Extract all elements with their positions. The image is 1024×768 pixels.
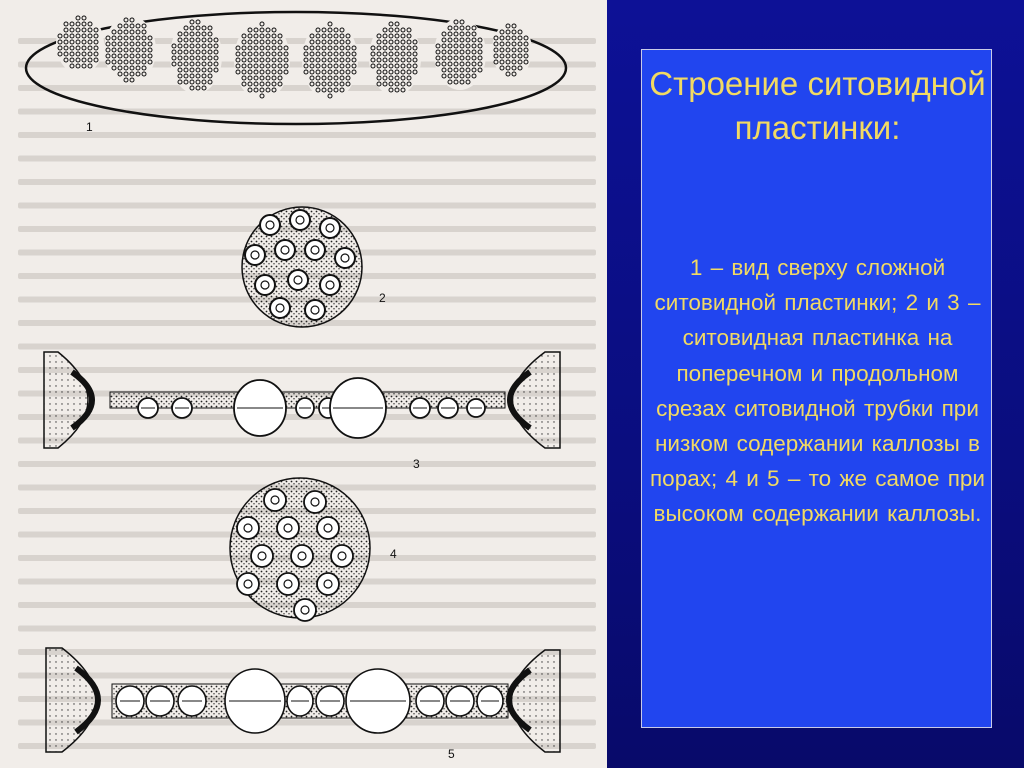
figure-2-label: 2 xyxy=(379,291,386,305)
figure-3-label: 3 xyxy=(413,457,420,471)
figure-1-top-view xyxy=(26,12,566,134)
caption-panel xyxy=(641,49,992,728)
figure-5-label: 5 xyxy=(448,747,455,761)
figure-4-label: 4 xyxy=(390,547,397,561)
slide-caption: 1 – вид сверху сложной ситовидной пластинки; 2 и 3 – ситовидная пластинка на поперечном и продольном срезах ситовидной трубки при низком содержании каллозы в порах; 4 и 5 – то же самое при высоком содержании каллозы. xyxy=(650,255,985,527)
figure-1-label: 1 xyxy=(86,120,93,134)
figure-4-cross-section xyxy=(230,478,397,621)
figure-2-cross-section xyxy=(242,207,386,327)
slide-title: Строение ситовидной пластинки: xyxy=(649,65,986,146)
